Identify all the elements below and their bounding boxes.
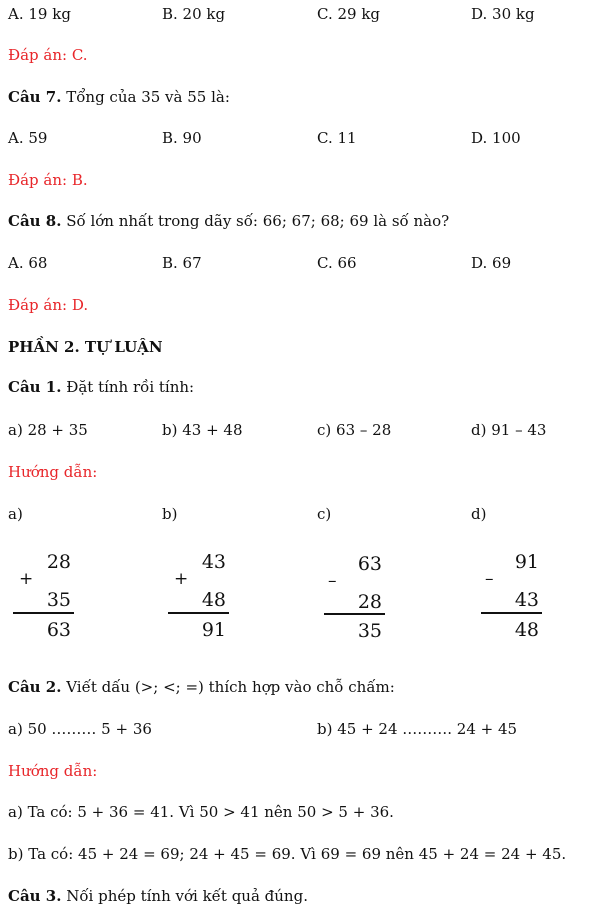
calc-bottom: 35 — [46, 589, 71, 611]
q7-option-b: B. 90 — [162, 129, 202, 147]
e2-label: Câu 2. — [8, 678, 62, 696]
e1-guide: Hướng dẫn: — [8, 463, 98, 481]
calc-top: 63 — [357, 553, 382, 575]
calc-bottom: 43 — [514, 589, 539, 611]
e1-item-c: c) 63 – 28 — [317, 421, 392, 439]
minus-sign: – — [485, 569, 494, 589]
e1-item-b: b) 43 + 48 — [162, 421, 243, 439]
e1-calc-a — [11, 551, 71, 641]
calc-result: 63 — [46, 619, 71, 641]
q7-question — [8, 88, 230, 106]
e2-solution-a: a) Ta có: 5 + 36 = 41. Vì 50 > 41 nên 50 > 5 + 36. — [8, 803, 394, 821]
q6-option-d: D. 30 kg — [471, 5, 535, 23]
plus-sign: + — [174, 569, 189, 589]
e2-solution-b: b) Ta có: 45 + 24 = 69; 24 + 45 = 69. Vì 69 = 69 nên 45 + 24 = 24 + 45. — [8, 845, 567, 863]
minus-sign: – — [328, 571, 337, 591]
e3-text: Nối phép tính với kết quả đúng. — [61, 887, 308, 905]
e1-letter-a: a) — [8, 505, 23, 523]
calc-result: 91 — [201, 619, 226, 641]
q6-option-a: A. 19 kg — [8, 5, 71, 23]
e1-calc-c — [322, 551, 382, 641]
e1-question — [8, 378, 194, 396]
calc-rule — [13, 612, 74, 614]
e3-question — [8, 887, 308, 905]
q7-label: Câu 7. — [8, 88, 62, 106]
q7-option-d: D. 100 — [471, 129, 521, 147]
calc-bottom: 28 — [357, 591, 382, 613]
e1-letter-c: c) — [317, 505, 332, 523]
calc-rule — [168, 612, 229, 614]
e2-item-b: b) 45 + 24 ………. 24 + 45 — [317, 720, 518, 738]
e1-letter-d: d) — [471, 505, 487, 523]
q8-text: Số lớn nhất trong dãy số: 66; 67; 68; 69 là số nào? — [61, 212, 450, 230]
q8-option-d: D. 69 — [471, 254, 512, 272]
q7-option-c: C. 11 — [317, 129, 357, 147]
e1-letter-b: b) — [162, 505, 178, 523]
e1-calc-b — [166, 551, 226, 641]
q8-option-c: C. 66 — [317, 254, 357, 272]
e3-label: Câu 3. — [8, 887, 62, 905]
q7-option-a: A. 59 — [8, 129, 48, 147]
plus-sign: + — [19, 569, 34, 589]
e1-calc-d — [479, 551, 539, 641]
calc-top: 28 — [46, 551, 71, 573]
calc-result: 35 — [357, 620, 382, 642]
calc-rule — [324, 613, 385, 615]
q8-label: Câu 8. — [8, 212, 62, 230]
e1-item-d: d) 91 – 43 — [471, 421, 547, 439]
q8-option-b: B. 67 — [162, 254, 202, 272]
q6-answer: Đáp án: C. — [8, 46, 88, 64]
calc-top: 91 — [514, 551, 539, 573]
calc-bottom: 48 — [201, 589, 226, 611]
part2-title: PHẦN 2. TỰ LUẬN — [8, 338, 163, 356]
e2-item-a: a) 50 ……… 5 + 36 — [8, 720, 152, 738]
calc-rule — [481, 612, 542, 614]
calc-top: 43 — [201, 551, 226, 573]
q6-option-c: C. 29 kg — [317, 5, 381, 23]
e1-text: Đặt tính rồi tính: — [61, 378, 195, 396]
q8-answer: Đáp án: D. — [8, 296, 89, 314]
calc-result: 48 — [514, 619, 539, 641]
e1-label: Câu 1. — [8, 378, 62, 396]
q8-option-a: A. 68 — [8, 254, 48, 272]
e2-text: Viết dấu (>; <; =) thích hợp vào chỗ chấm: — [61, 678, 395, 696]
e2-guide: Hướng dẫn: — [8, 762, 98, 780]
q7-text: Tổng của 35 và 55 là: — [61, 88, 230, 106]
e1-item-a: a) 28 + 35 — [8, 421, 88, 439]
q7-answer: Đáp án: B. — [8, 171, 88, 189]
q8-question — [8, 212, 449, 230]
q6-option-b: B. 20 kg — [162, 5, 226, 23]
e2-question — [8, 678, 395, 696]
